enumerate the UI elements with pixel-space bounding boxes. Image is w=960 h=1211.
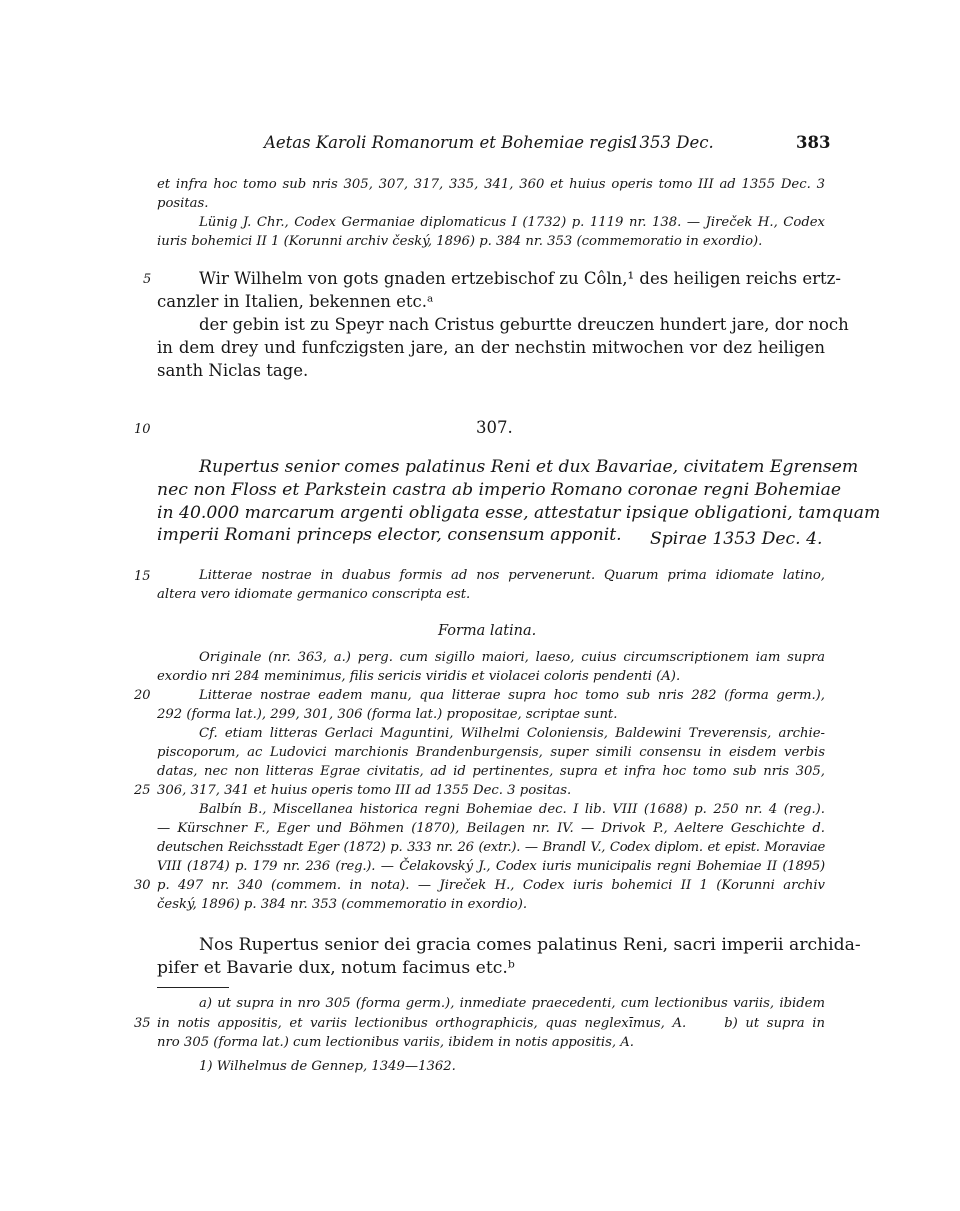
apparatus-line: exordio nri 284 meminimus, filis sericis viridis et violacei coloris pendenti (A).	[157, 669, 681, 684]
line-number: 30	[134, 878, 151, 893]
apparatus-line: Litterae nostrae eadem manu, qua litterae supra hoc tomo sub nris 282 (forma germ.),	[199, 688, 825, 703]
regest-line: in 40.000 marcarum argenti obligata esse, attestatur ipsique obligationi, tamquam	[157, 503, 881, 523]
line-number: 25	[134, 783, 151, 798]
line-number: 15	[134, 569, 151, 584]
prev-note-line: Lünig J. Chr., Codex Germaniae diplomaticus I (1732) p. 1119 nr. 138. — Jireček H., Codex	[199, 215, 825, 230]
prev-note-line: positas.	[157, 196, 209, 211]
prev-text-line: canzler in Italien, bekennen etc.ᵃ	[157, 292, 434, 311]
apparatus-line: 306, 317, 341 et huius operis tomo III ad 1355 Dec. 3 positas.	[157, 783, 572, 798]
apparatus-line: Cf. etiam litteras Gerlaci Maguntini, Wilhelmi Coloniensis, Baldewini Treverensis, archie-	[199, 726, 825, 741]
running-date: 1353 Dec.	[629, 133, 714, 152]
prev-text-line: santh Niclas tage.	[157, 361, 309, 380]
regest-line: Rupertus senior comes palatinus Reni et dux Bavariae, civitatem Egrensem	[199, 457, 859, 477]
apparatus-line: — Kürschner F., Eger und Böhmen (1870), Beilagen nr. IV. — Drivok P., Aeltere Geschichte d.	[157, 821, 825, 836]
apparatus-line: deutschen Reichsstadt Eger (1872) p. 333 nr. 26 (extr.). — Brandl V., Codex diplom. et epist. Moraviae	[157, 840, 825, 855]
regest-line: imperii Romani princeps elector, consensum apponit.	[157, 525, 622, 545]
page-number: 383	[796, 133, 831, 152]
apparatus-line: český, 1896) p. 384 nr. 353 (commemoratio in exordio).	[157, 897, 528, 912]
intro-note-line: Litterae nostrae in duabus formis ad nos pervenerunt. Quarum prima idiomate latino,	[199, 568, 825, 583]
place-date: Spirae 1353 Dec. 4.	[650, 529, 823, 549]
regest-line: nec non Floss et Parkstein castra ab imperio Romano coronae regni Bohemiae	[157, 480, 842, 500]
prev-text-line: in dem drey und funfczigsten jare, an der nechstin mitwochen vor dez heiligen	[157, 338, 825, 357]
line-number: 20	[134, 688, 151, 703]
document-number: 307.	[476, 418, 513, 437]
intro-note-line: altera vero idiomate germanico conscripta est.	[157, 587, 471, 602]
apparatus-line: piscoporum, ac Ludovici marchionis Brandenburgensis, super simili consensu in eisdem verbis	[157, 745, 825, 760]
running-title: Aetas Karoli Romanorum et Bohemiae regis.	[264, 133, 637, 152]
line-number: 35	[134, 1016, 151, 1031]
footnote-line: nro 305 (forma lat.) cum lectionibus variis, ibidem in notis appositis, A.	[157, 1035, 634, 1050]
footnote-rule	[157, 987, 229, 988]
section-heading: Forma latina.	[438, 623, 537, 639]
apparatus-line: Originale (nr. 363, a.) perg. cum sigillo maiori, laeso, cuius circumscriptionem iam supra	[199, 650, 825, 665]
line-number: 5	[143, 272, 152, 287]
prev-text-line: Wir Wilhelm von gots gnaden ertzebischof zu Côln,¹ des heiligen reichs ertz-	[199, 269, 841, 288]
apparatus-line: datas, nec non litteras Egrae civitatis, ad id pertinentes, supra et infra hoc tomo sub nris 305,	[157, 764, 825, 779]
prev-note-line: iuris bohemici II 1 (Korunni archiv český, 1896) p. 384 nr. 353 (commemoratio in exordio).	[157, 234, 763, 249]
main-text-line: pifer et Bavarie dux, notum facimus etc.ᵇ	[157, 958, 515, 978]
footnote-line: a) ut supra in nro 305 (forma germ.), inmediate praecedenti, cum lectionibus variis, ibidem	[199, 996, 825, 1011]
main-text-line: Nos Rupertus senior dei gracia comes palatinus Reni, sacri imperii archida-	[199, 935, 861, 955]
apparatus-line: 292 (forma lat.), 299, 301, 306 (forma lat.) propositae, scriptae sunt.	[157, 707, 618, 722]
prev-note-line: et infra hoc tomo sub nris 305, 307, 317, 335, 341, 360 et huius operis tomo III ad 1355 Dec. 3	[157, 177, 825, 192]
apparatus-line: VIII (1874) p. 179 nr. 236 (reg.). — Čelakovský J., Codex iuris municipalis regni Bohemiae II (1895)	[157, 859, 825, 874]
apparatus-line: Balbín B., Miscellanea historica regni Bohemiae dec. I lib. VIII (1688) p. 250 nr. 4 (reg.).	[199, 802, 825, 817]
footnote-line: in notis appositis, et variis lectionibus orthographicis, quas neglexīmus, A. b) ut supra in	[157, 1016, 825, 1031]
footnote-1: 1) Wilhelmus de Gennep, 1349—1362.	[199, 1059, 456, 1074]
line-number: 10	[134, 422, 151, 437]
apparatus-line: p. 497 nr. 340 (commem. in nota). — Jireček H., Codex iuris bohemici II 1 (Korunni archiv	[157, 878, 825, 893]
prev-text-line: der gebin ist zu Speyr nach Cristus geburtte dreuczen hundert jare, dor noch	[199, 315, 849, 334]
